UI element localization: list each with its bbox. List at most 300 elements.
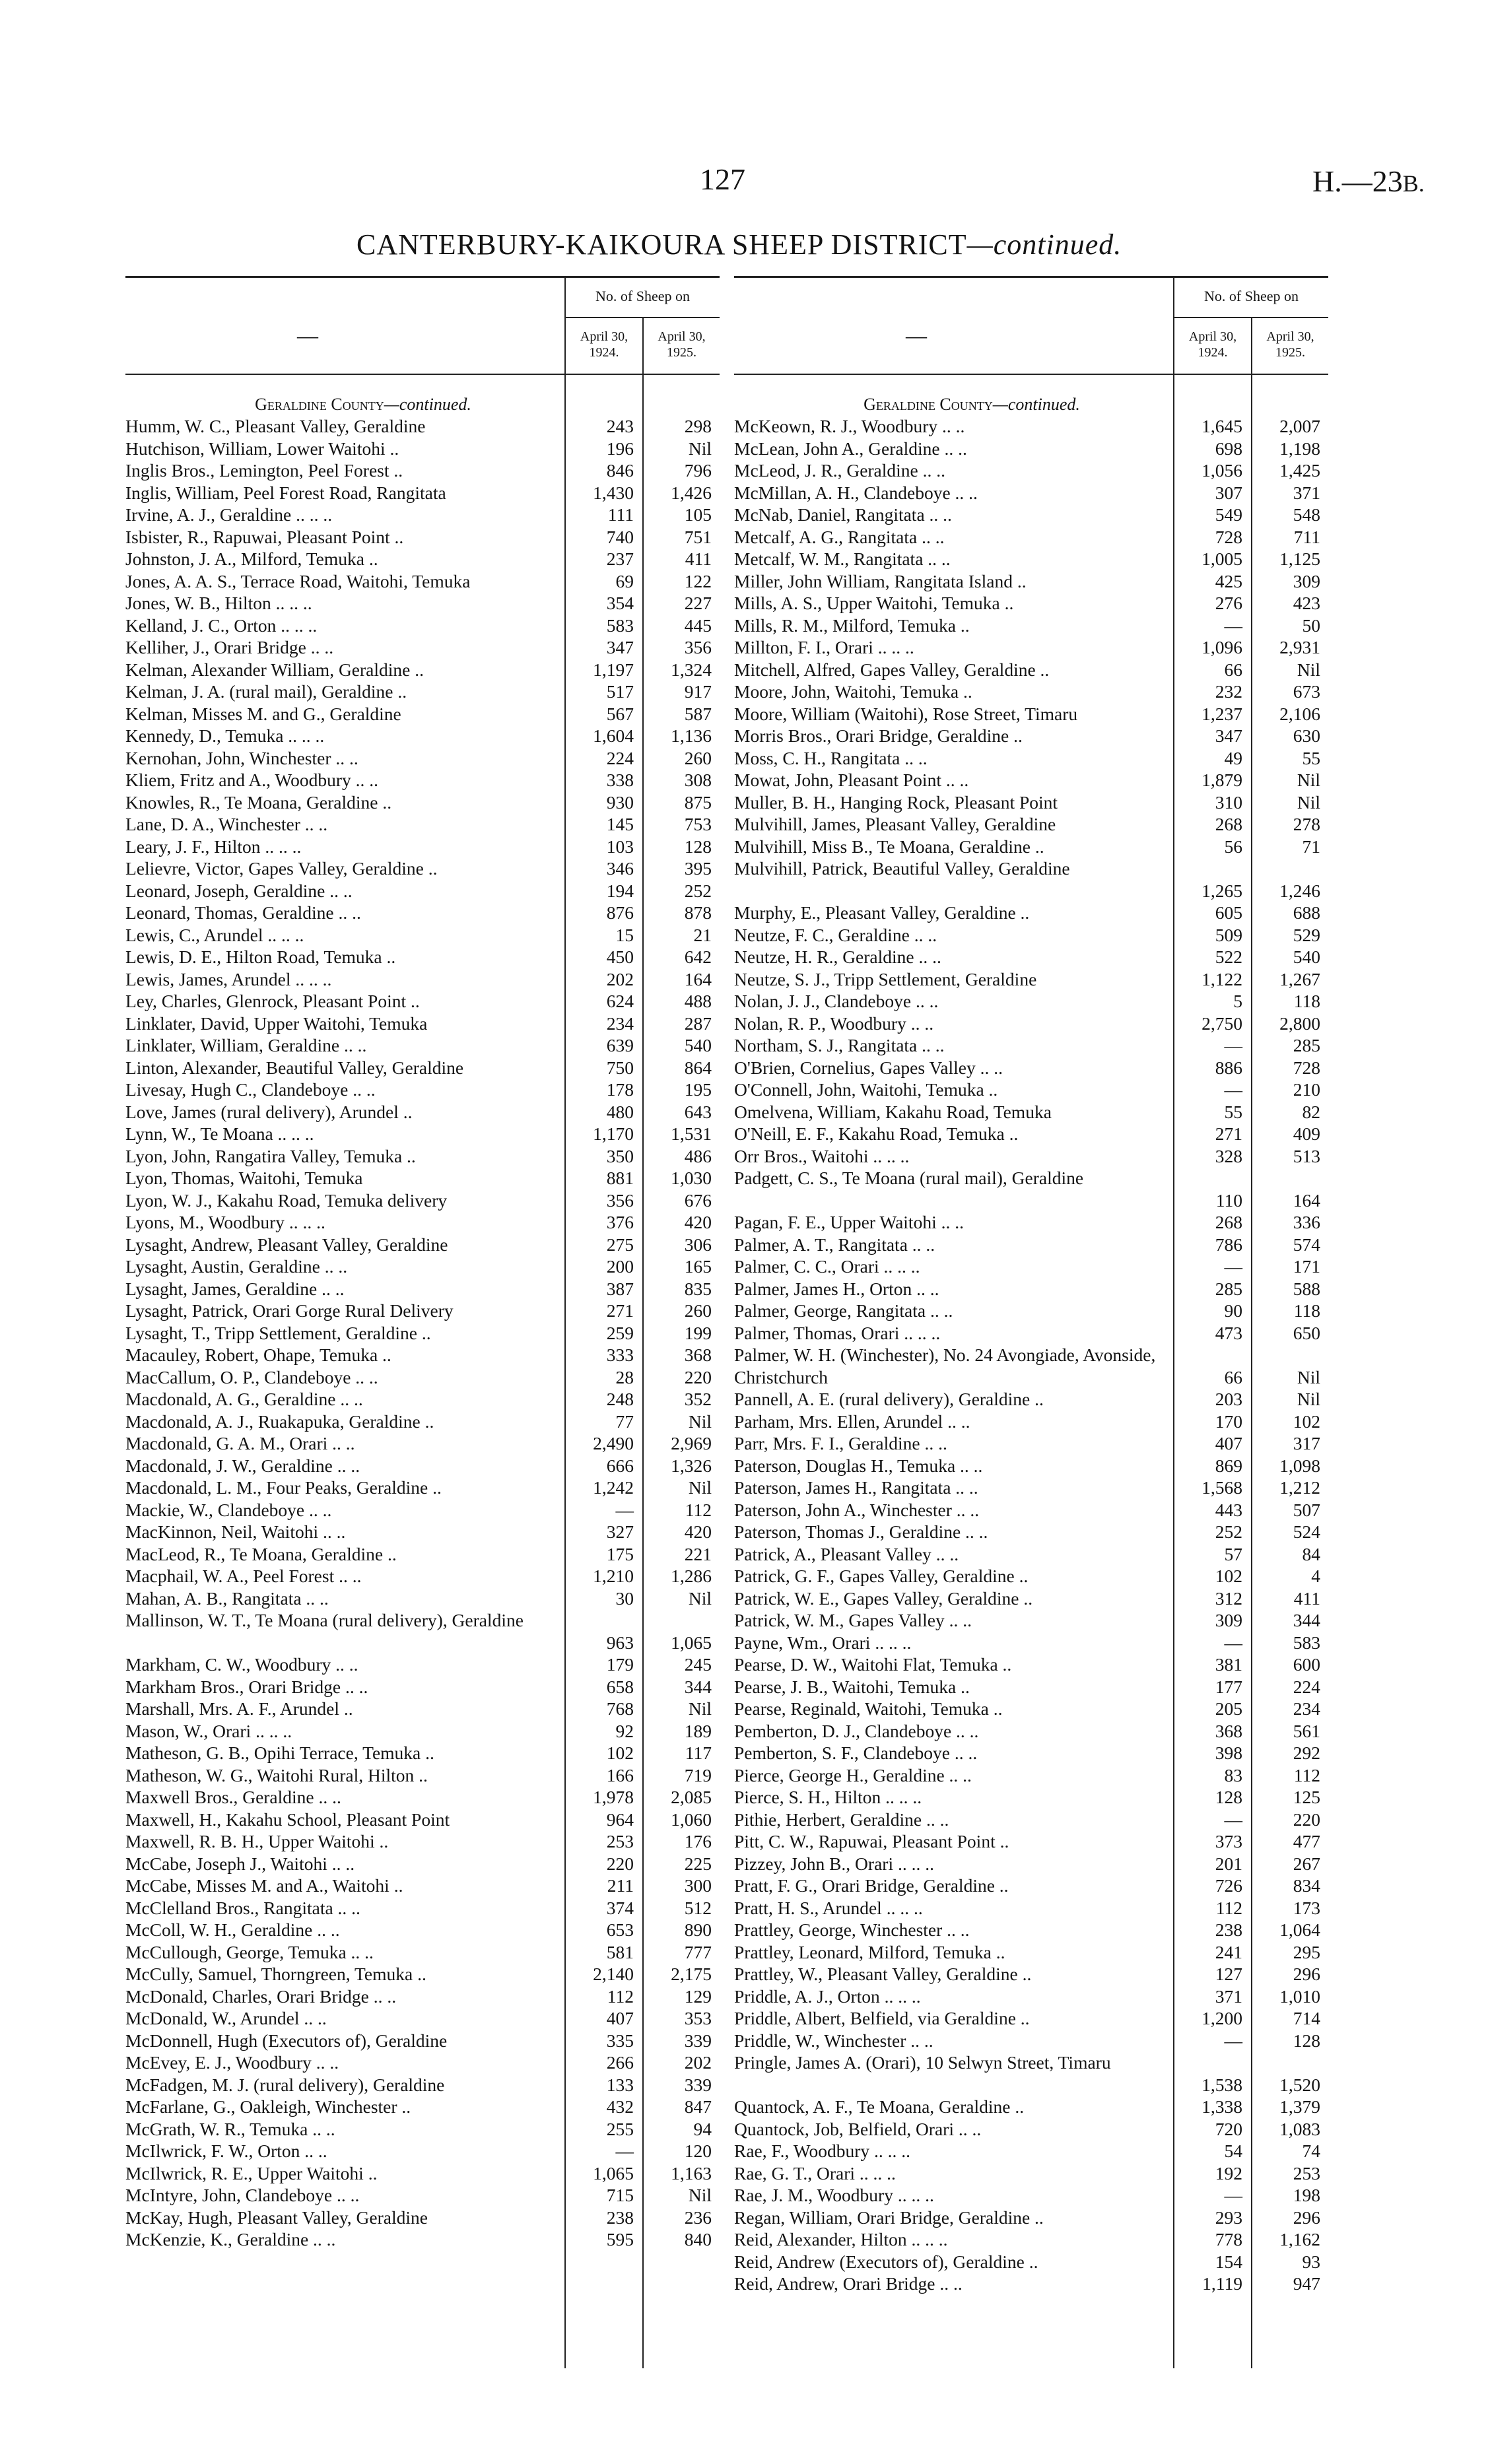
sheep-count-1925: 719 [684,1764,712,1785]
sheep-count-1925: 409 [1293,1123,1320,1144]
sheep-count-1924: 192 [1215,2162,1242,2183]
owner-name-address: McIlwrick, R. E., Upper Waitohi .. [125,2162,378,2183]
table-row [125,2030,720,2052]
sheep-count-1925: 2,800 [1279,1013,1320,1034]
sheep-count-1925: 165 [684,1256,712,1277]
owner-name-address: Isbister, R., Rapuwai, Pleasant Point .. [125,526,404,547]
header-1924-a: April 30, [580,329,628,344]
sheep-count-1924: 92 [615,1720,634,1741]
owner-name-address: Leonard, Thomas, Geraldine .. .. [125,902,361,923]
owner-name-address: Palmer, C. C., Orari .. .. .. [734,1256,920,1277]
owner-name-address: Knowles, R., Te Moana, Geraldine .. [125,791,392,813]
owner-name-address: McKeown, R. J., Woodbury .. .. [734,416,965,436]
table-row [734,459,1328,482]
table-row [125,1101,720,1123]
table-row [734,1632,1328,1654]
owner-name-address: McDonald, Charles, Orari Bridge .. .. [125,1985,397,2007]
owner-name-address: Parham, Mrs. Ellen, Arundel .. .. [734,1411,970,1432]
owner-name-address: Leonard, Joseph, Geraldine .. .. [125,880,353,901]
table-row [734,438,1328,460]
sheep-count-1925: 4 [1311,1566,1320,1586]
sheep-count-1924: 285 [1215,1278,1242,1299]
sheep-count-1925: 2,969 [671,1433,712,1453]
sheep-count-1924: 327 [606,1521,634,1542]
owner-name-address: McLean, John A., Geraldine .. .. [734,438,967,459]
owner-name-address: McColl, W. H., Geraldine .. .. [125,1919,340,1940]
sheep-count-1924: 66 [1224,1366,1242,1387]
owner-name-address: Pratt, F. G., Orari Bridge, Geraldine .. [734,1875,1009,1896]
sheep-count-1924: 740 [606,526,634,547]
sheep-count-1924: 200 [606,1256,634,1277]
sheep-count-1924: 259 [606,1322,634,1343]
sheep-count-1925: 82 [1302,1101,1320,1122]
sheep-count-1925: 524 [1293,1521,1320,1542]
table-row [734,1123,1328,1145]
owner-name-address: Orr Bros., Waitohi .. .. .. [734,1145,910,1166]
sheep-count-1924: 786 [1215,1234,1242,1255]
district-title-suffix: —continued. [966,228,1122,261]
sheep-count-1925: 1,531 [671,1123,712,1144]
sheep-count-1924: 268 [1215,1212,1242,1232]
table-row [734,1101,1328,1123]
table-row [734,2228,1328,2251]
table-row [125,1234,720,1256]
sheep-count-1925: 1,163 [671,2162,712,2183]
owner-name-address: Lewis, C., Arundel .. .. .. [125,924,304,945]
sheep-count-1925: 947 [1293,2273,1320,2294]
owner-name-address: O'Brien, Cornelius, Gapes Valley .. .. [734,1057,1003,1078]
owner-name-address: Matheson, G. B., Opihi Terrace, Temuka .. [125,1743,434,1763]
owner-name-address: Lynn, W., Te Moana .. .. .. [125,1123,314,1144]
owner-name-address: McCabe, Joseph J., Waitohi .. .. [125,1853,355,1874]
sheep-count-1925: 688 [1293,902,1320,923]
sheep-count-1925: 2,007 [1279,416,1320,436]
sheep-count-1924: 66 [1224,659,1242,680]
sheep-count-1924: 276 [1215,593,1242,613]
page-number: 127 [700,162,745,196]
sheep-count-1925: 105 [684,504,712,525]
sheep-count-1925: 220 [684,1366,712,1387]
sheep-count-1924: 112 [1215,1897,1242,1918]
sheep-count-1925: 344 [1293,1610,1320,1630]
owner-name-address: Regan, William, Orari Bridge, Geraldine .. [734,2207,1044,2228]
owner-name-address: Palmer, A. T., Rangitata .. .. [734,1234,935,1255]
owner-name-address: Patrick, W. M., Gapes Valley .. .. [734,1610,972,1630]
sheep-count-1925: 1,030 [671,1168,712,1188]
table-row [125,2118,720,2141]
sheep-count-1924: 175 [606,1543,634,1564]
table-row [125,747,720,770]
owner-name-address: Mills, A. S., Upper Waitohi, Temuka .. [734,593,1014,613]
sheep-count-1924: 581 [606,1941,634,1962]
owner-name-address: Pearse, D. W., Waitohi Flat, Temuka .. [734,1654,1012,1675]
sheep-count-1925: 890 [684,1919,712,1940]
sheep-count-1924: 522 [1215,947,1242,967]
sheep-count-1924: 28 [615,1366,634,1387]
owner-name-address: Reid, Andrew, Orari Bridge .. .. [734,2273,963,2294]
sheep-count-1924: 624 [606,991,634,1011]
owner-name-address: Pithie, Herbert, Geraldine .. .. [734,1809,949,1830]
table-row [125,946,720,968]
table-row [125,1411,720,1433]
sheep-count-1925: 1,324 [671,659,712,680]
header-year-1925 [1251,317,1328,374]
table-row [734,1145,1328,1168]
table-row [734,1167,1328,1211]
county-heading [734,393,1328,415]
sheep-count-1925: 1,426 [671,482,712,503]
sheep-count-1924: 778 [1215,2229,1242,2249]
county-suffix: —continued. [384,395,471,414]
table-row [125,1322,720,1345]
owner-name-address: Quantock, Job, Belfield, Orari .. .. [734,2118,982,2139]
sheep-count-1924: 768 [606,1698,634,1719]
table-row [734,2051,1328,2096]
owner-name-address: Kelman, J. A. (rural mail), Geraldine .. [125,681,407,702]
table-row [125,813,720,836]
sheep-count-1925: 1,083 [1279,2118,1320,2139]
owner-name-address: Lyon, John, Rangatira Valley, Temuka .. [125,1145,416,1166]
table-row [125,1013,720,1035]
table-row [125,1676,720,1698]
table-row [125,681,720,703]
sheep-count-1924: 1,170 [593,1123,634,1144]
table-row [734,504,1328,526]
header-year-1924 [1173,317,1251,374]
sheep-count-1924: 266 [606,2052,634,2073]
sheep-count-1925: 195 [684,1079,712,1100]
table-row [125,924,720,947]
owner-name-address: Lysaght, Andrew, Pleasant Valley, Geraldine [125,1234,448,1255]
table-row [125,1211,720,1234]
table-row [734,1764,1328,1787]
header-dash: — [297,323,318,347]
table-row [734,2251,1328,2273]
owner-name-address: Paterson, James H., Rangitata .. .. [734,1477,978,1498]
table-row [125,1189,720,1212]
sheep-count-1924: 248 [606,1389,634,1409]
sheep-count-1924: 346 [606,858,634,879]
sheep-count-1925: 847 [684,2096,712,2117]
owner-name-address: Priddle, W., Winchester .. .. [734,2030,933,2051]
owner-name-address: Rae, F., Woodbury .. .. .. [734,2141,911,2161]
table-row [125,2228,720,2251]
sheep-count-1924: 509 [1215,924,1242,945]
sheep-count-1924: — [1224,1256,1242,1277]
sheep-count-1924: 1,242 [593,1477,634,1498]
table-row [734,857,1328,902]
owner-name-address: Mulvihill, Miss B., Te Moana, Geraldine .. [734,836,1044,857]
table-row [125,968,720,991]
sheep-count-1924: 964 [606,1809,634,1830]
owner-name-address: Pringle, James A. (Orari), 10 Selwyn Street, Timaru [734,2052,1111,2073]
sheep-count-1925: 477 [1293,1831,1320,1851]
sheep-count-1925: Nil [688,438,712,459]
sheep-count-1925: 728 [1293,1057,1320,1078]
sheep-count-1925: 227 [684,593,712,613]
sheep-count-1925: 93 [1302,2251,1320,2272]
sheep-count-1924: 1,119 [1202,2273,1242,2294]
report-reference-suffix: B. [1402,170,1425,197]
sheep-count-1924: 338 [606,770,634,790]
sheep-count-1925: Nil [1297,770,1320,790]
owner-name-address: Maxwell, R. B. H., Upper Waitohi .. [125,1831,389,1851]
table-row [734,1565,1328,1587]
sheep-count-1924: 312 [1215,1587,1242,1609]
table-row [734,659,1328,681]
sheep-count-1924: 49 [1224,747,1242,768]
sheep-count-1925: 199 [684,1322,712,1343]
sheep-count-1924: 275 [606,1234,634,1255]
table-row [125,2007,720,2030]
sheep-count-1924: 69 [615,570,634,591]
table-row [734,1411,1328,1433]
sheep-count-1924: 178 [606,1079,634,1100]
owner-name-address: Millton, F. I., Orari .. .. .. [734,637,914,657]
sheep-count-1924: 133 [606,2074,634,2095]
owner-name-address: McClelland Bros., Rangitata .. .. [125,1897,360,1918]
table-row [125,1079,720,1101]
sheep-count-1924: 30 [615,1587,634,1609]
sheep-count-1925: 21 [693,924,712,945]
owner-name-address: Pearse, Reginald, Waitohi, Temuka .. [734,1698,1003,1719]
sheep-count-1925: 529 [1293,924,1320,945]
sheep-count-1925: 1,060 [671,1809,712,1830]
table-row [125,1300,720,1322]
owner-name-address: McIntyre, John, Clandeboye .. .. [125,2185,360,2205]
owner-name-address: Palmer, James H., Orton .. .. [734,1278,939,1299]
sheep-count-1924: 869 [1215,1455,1242,1476]
sheep-count-1925: 300 [684,1875,712,1896]
table-row [125,2140,720,2162]
sheep-count-1924: 666 [606,1455,634,1476]
sheep-count-1924: 83 [1224,1764,1242,1785]
sheep-count-1924: — [1224,1809,1242,1830]
header-dash: — [906,323,927,347]
sheep-count-1924: 238 [606,2207,634,2228]
sheep-count-1924: 241 [1215,1941,1242,1962]
owner-name-address: Moss, C. H., Rangitata .. .. [734,747,928,768]
owner-name-address: Mackie, W., Clandeboye .. .. [125,1499,332,1520]
sheep-count-1924: 55 [1224,1101,1242,1122]
owner-name-address: Irvine, A. J., Geraldine .. .. .. [125,504,333,525]
sheep-count-1925: 308 [684,770,712,790]
sheep-count-1924: 567 [606,703,634,724]
sheep-count-1924: 271 [606,1300,634,1321]
owner-name-address: McCullough, George, Temuka .. .. [125,1941,374,1962]
owner-name-address: McCabe, Misses M. and A., Waitohi .. [125,1875,403,1896]
owner-name-address: Murphy, E., Pleasant Valley, Geraldine .. [734,902,1030,923]
table-row [734,791,1328,814]
owner-name-address: Kelman, Misses M. and G., Geraldine [125,703,401,724]
sheep-count-1924: 90 [1224,1300,1242,1321]
owner-name-address: Padgett, C. S., Te Moana (rural mail), Geraldine [734,1168,1084,1188]
sheep-count-1924: 480 [606,1101,634,1122]
sheep-count-1925: Nil [688,2185,712,2205]
sheep-count-1924: 1,978 [593,1787,634,1807]
sheep-count-1924: 103 [606,836,634,857]
owner-name-address: Rae, G. T., Orari .. .. .. [734,2162,896,2183]
owner-name-address: Patrick, W. E., Gapes Valley, Geraldine .. [734,1587,1033,1609]
owner-name-address: Pagan, F. E., Upper Waitohi .. .. [734,1212,964,1232]
owner-name-address: Linton, Alexander, Beautiful Valley, Geraldine [125,1057,464,1078]
owner-name-address: Quantock, A. F., Te Moana, Geraldine .. [734,2096,1025,2117]
table-header [125,276,720,375]
sheep-count-1925: 210 [1293,1079,1320,1100]
owner-name-address: Muller, B. H., Hanging Rock, Pleasant Point [734,791,1058,813]
sheep-count-1924: 517 [606,681,634,702]
table-row [734,415,1328,438]
sheep-count-1925: 128 [1293,2030,1320,2051]
sheep-count-1924: 201 [1215,1853,1242,1874]
table-row [734,1013,1328,1035]
table-row [734,1388,1328,1411]
table-row [125,880,720,902]
owner-name-address: Lysaght, James, Geraldine .. .. [125,1278,345,1299]
table-row [125,570,720,593]
owner-name-address: McFarlane, G., Oakleigh, Winchester .. [125,2096,411,2117]
sheep-count-1925: 714 [1293,2008,1320,2028]
sheep-count-1924: 720 [1215,2118,1242,2139]
table-row [125,615,720,637]
sheep-count-1924: 202 [606,968,634,989]
sheep-count-1925: 371 [1293,482,1320,503]
sheep-count-1924: 373 [1215,1831,1242,1851]
sheep-count-1925: 253 [1293,2162,1320,2183]
sheep-count-1925: 117 [685,1743,712,1763]
sheep-count-1925: 1,425 [1279,460,1320,481]
table-row [125,2184,720,2207]
sheep-count-1925: 225 [684,1853,712,1874]
table-row [734,1919,1328,1941]
sheep-count-1924: 605 [1215,902,1242,923]
table-row [125,1720,720,1743]
owner-name-address: Pemberton, D. J., Clandeboye .. .. [734,1720,979,1741]
sheep-count-1925: 574 [1293,1234,1320,1255]
sheep-count-1925: 642 [684,947,712,967]
owner-name-address: Pratt, H. S., Arundel .. .. .. [734,1897,923,1918]
sheep-count-1925: 202 [684,2052,712,2073]
sheep-count-1925: 1,212 [1279,1477,1320,1498]
sheep-count-1924: 347 [1215,725,1242,746]
sheep-count-1925: 1,125 [1279,549,1320,569]
sheep-count-1924: 653 [606,1919,634,1940]
sheep-count-1924: 243 [606,416,634,436]
table-row [734,482,1328,504]
table-row [125,1963,720,1985]
table-row [734,2273,1328,2295]
row-list [734,415,1328,2295]
table-row [734,1587,1328,1610]
owner-name-address: Lysaght, T., Tripp Settlement, Geraldine .. [125,1322,431,1343]
sheep-count-1925: 588 [1293,1278,1320,1299]
owner-name-address: Pannell, A. E. (rural delivery), Geraldine .. [734,1389,1044,1409]
table-row [125,438,720,460]
table-row [734,1344,1328,1388]
table-row [125,1255,720,1278]
header-1924-b: 1924. [1198,345,1228,360]
owner-name-address: Linklater, David, Upper Waitohi, Temuka [125,1013,428,1034]
table-row [734,681,1328,703]
sheep-count-1924: 220 [606,1853,634,1874]
table-row [734,946,1328,968]
owner-name-address: Metcalf, W. M., Rangitata .. .. [734,549,951,569]
table-row [125,2074,720,2096]
owner-name-address: Love, James (rural delivery), Arundel .. [125,1101,413,1122]
table-row [734,1897,1328,1919]
owner-name-address: Moore, William (Waitohi), Rose Street, Timaru [734,703,1078,724]
sheep-count-1924: 237 [606,549,634,569]
sheep-count-1924: 368 [1215,1720,1242,1741]
sheep-count-1924: 876 [606,902,634,923]
header-group: No. of Sheep on [564,276,720,318]
sheep-count-1925: 296 [1293,1964,1320,1984]
sheep-count-1925: 298 [684,416,712,436]
owner-name-address: McLeod, J. R., Geraldine .. .. [734,460,945,481]
sheep-count-1924: 398 [1215,1743,1242,1763]
owner-name-address: Neutze, H. R., Geraldine .. .. [734,947,941,967]
table-row [125,990,720,1013]
district-title-main: CANTERBURY-KAIKOURA SHEEP DISTRICT [356,228,967,261]
table-row [734,2207,1328,2229]
table-row [734,1322,1328,1345]
sheep-count-1924: 1,430 [593,482,634,503]
table-row [125,1764,720,1787]
table-row [734,1057,1328,1079]
table-row [734,2140,1328,2162]
table-row [125,1653,720,1676]
sheep-count-1924: 583 [606,615,634,636]
sheep-count-1925: 630 [1293,725,1320,746]
sheep-count-1925: 840 [684,2229,712,2249]
owner-name-address: Kelland, J. C., Orton .. .. .. [125,615,318,636]
owner-name-address: O'Neill, E. F., Kakahu Road, Temuka .. [734,1123,1019,1144]
header-group: No. of Sheep on [1173,276,1328,318]
table-row [125,769,720,791]
sheep-count-1925: 128 [684,836,712,857]
owner-name-address: Mallinson, W. T., Te Moana (rural delivery), Geraldine [125,1610,524,1630]
sheep-count-1924: 715 [606,2185,634,2205]
sheep-count-1925: 561 [1293,1720,1320,1741]
table-row [125,902,720,924]
sheep-count-1925: 1,010 [1279,1985,1320,2007]
sheep-count-1924: 194 [606,880,634,901]
sheep-count-1925: 260 [684,1300,712,1321]
sheep-count-1924: 196 [606,438,634,459]
owner-name-address: Miller, John William, Rangitata Island .. [734,570,1027,591]
sheep-count-1925: 1,198 [1279,438,1320,459]
sheep-count-1925: 777 [684,1941,712,1962]
sheep-count-1924: — [1224,1079,1242,1100]
sheep-count-1924: 111 [607,504,634,525]
owner-name-address: Pemberton, S. F., Clandeboye .. .. [734,1743,978,1763]
table-row [734,1234,1328,1256]
sheep-count-1924: 1,096 [1202,637,1242,657]
sheep-count-1924: 930 [606,791,634,813]
owner-name-address: Nolan, J. J., Clandeboye .. .. [734,991,939,1011]
sheep-count-1925: 84 [1302,1543,1320,1564]
table-row [125,1853,720,1875]
table-row [734,1941,1328,1964]
table-row [125,526,720,549]
sheep-count-1924: 309 [1215,1610,1242,1630]
table-row [734,769,1328,791]
owner-name-address: Inglis Bros., Lemington, Peel Forest .. [125,460,403,481]
sheep-count-1925: 1,064 [1279,1919,1320,1940]
table-row [734,1830,1328,1853]
table-row [734,2162,1328,2185]
owner-name-address: Lyon, W. J., Kakahu Road, Temuka delivery [125,1189,448,1211]
